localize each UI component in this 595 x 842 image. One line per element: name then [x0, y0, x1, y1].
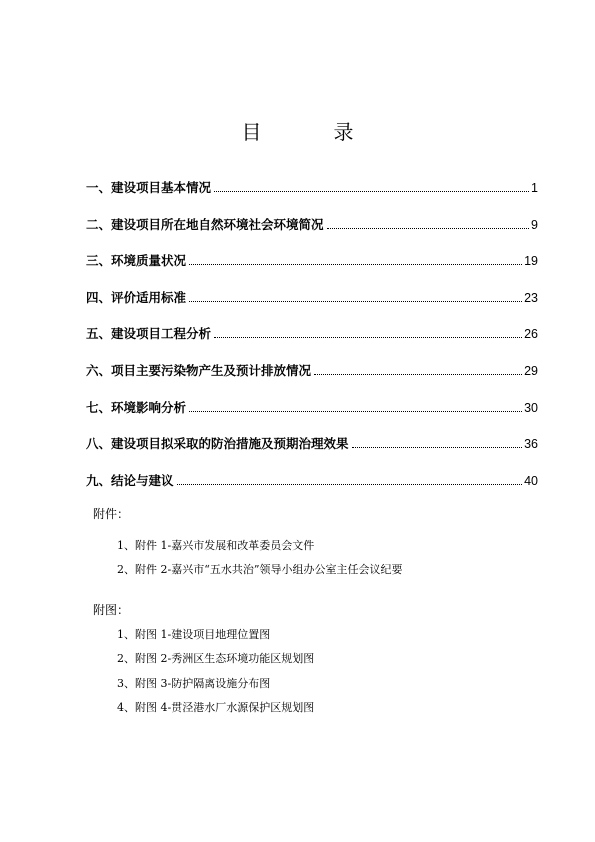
- toc-entry[interactable]: [86, 324, 538, 361]
- toc-page-number: 36: [524, 437, 538, 452]
- toc-page-number: 26: [524, 327, 538, 342]
- toc-entry[interactable]: [86, 471, 538, 508]
- figures-list: [117, 626, 314, 723]
- toc-entry-label: 五、建设项目工程分析: [86, 326, 212, 342]
- attachment-item[interactable]: 1、附件 1-嘉兴市发展和改革委员会文件: [117, 539, 315, 552]
- toc-entry-label: 二、建设项目所在地自然环境社会环境简况: [86, 216, 324, 232]
- toc-entry-label: 一、建设项目基本情况: [86, 180, 212, 195]
- toc-entry[interactable]: [86, 398, 538, 435]
- table-of-contents: [86, 178, 538, 507]
- toc-dot-leader: [214, 191, 529, 192]
- toc-dot-leader: [214, 337, 522, 338]
- toc-page-number: 9: [531, 217, 538, 232]
- toc-entry[interactable]: [86, 434, 538, 471]
- toc-dot-leader: [177, 484, 523, 485]
- toc-entry-label: 六、项目主要污染物产生及预计排放情况: [86, 362, 312, 378]
- figure-item[interactable]: 4、附图 4-贯泾港水厂水源保护区规划图: [117, 700, 315, 714]
- toc-dot-leader: [352, 447, 523, 448]
- figures-heading: 附图：: [93, 603, 130, 617]
- toc-page-number: 30: [524, 400, 538, 415]
- figure-item[interactable]: 1、附图 1-建设项目地理位置图: [117, 628, 271, 641]
- attachments-list: [117, 537, 402, 586]
- toc-entry-label: 四、评价适用标准: [86, 289, 187, 305]
- toc-entry-label: 三、环境质量状况: [86, 253, 187, 269]
- toc-page-number: 23: [524, 290, 538, 305]
- toc-page-number: 29: [524, 363, 538, 378]
- toc-dot-leader: [189, 264, 522, 265]
- toc-entry-label: 七、环境影响分析: [86, 399, 187, 415]
- toc-entry[interactable]: [86, 288, 538, 325]
- toc-entry-label: 八、建设项目拟采取的防治措施及预期治理效果: [86, 436, 349, 452]
- toc-dot-leader: [189, 301, 522, 302]
- toc-entry[interactable]: [86, 215, 538, 252]
- page-title: 目 录: [241, 120, 380, 144]
- figure-item[interactable]: 3、附图 3-防护隔离设施分布图: [117, 676, 271, 690]
- toc-entry[interactable]: [86, 361, 538, 398]
- figure-item[interactable]: 2、附图 2-秀洲区生态环境功能区规划图: [117, 652, 315, 666]
- toc-dot-leader: [314, 374, 522, 375]
- toc-entry-label: 九、结论与建议: [86, 472, 174, 488]
- attachments-heading: 附件：: [93, 507, 130, 521]
- toc-page-number: 19: [524, 254, 538, 269]
- toc-page-number: 40: [524, 473, 538, 488]
- toc-page-number: 1: [531, 181, 538, 195]
- toc-dot-leader: [189, 411, 522, 412]
- toc-dot-leader: [327, 228, 530, 229]
- toc-entry[interactable]: [86, 251, 538, 288]
- toc-entry[interactable]: [86, 178, 538, 215]
- attachment-item[interactable]: 2、附件 2-嘉兴市“五水共治”领导小组办公室主任会议纪要: [117, 563, 403, 577]
